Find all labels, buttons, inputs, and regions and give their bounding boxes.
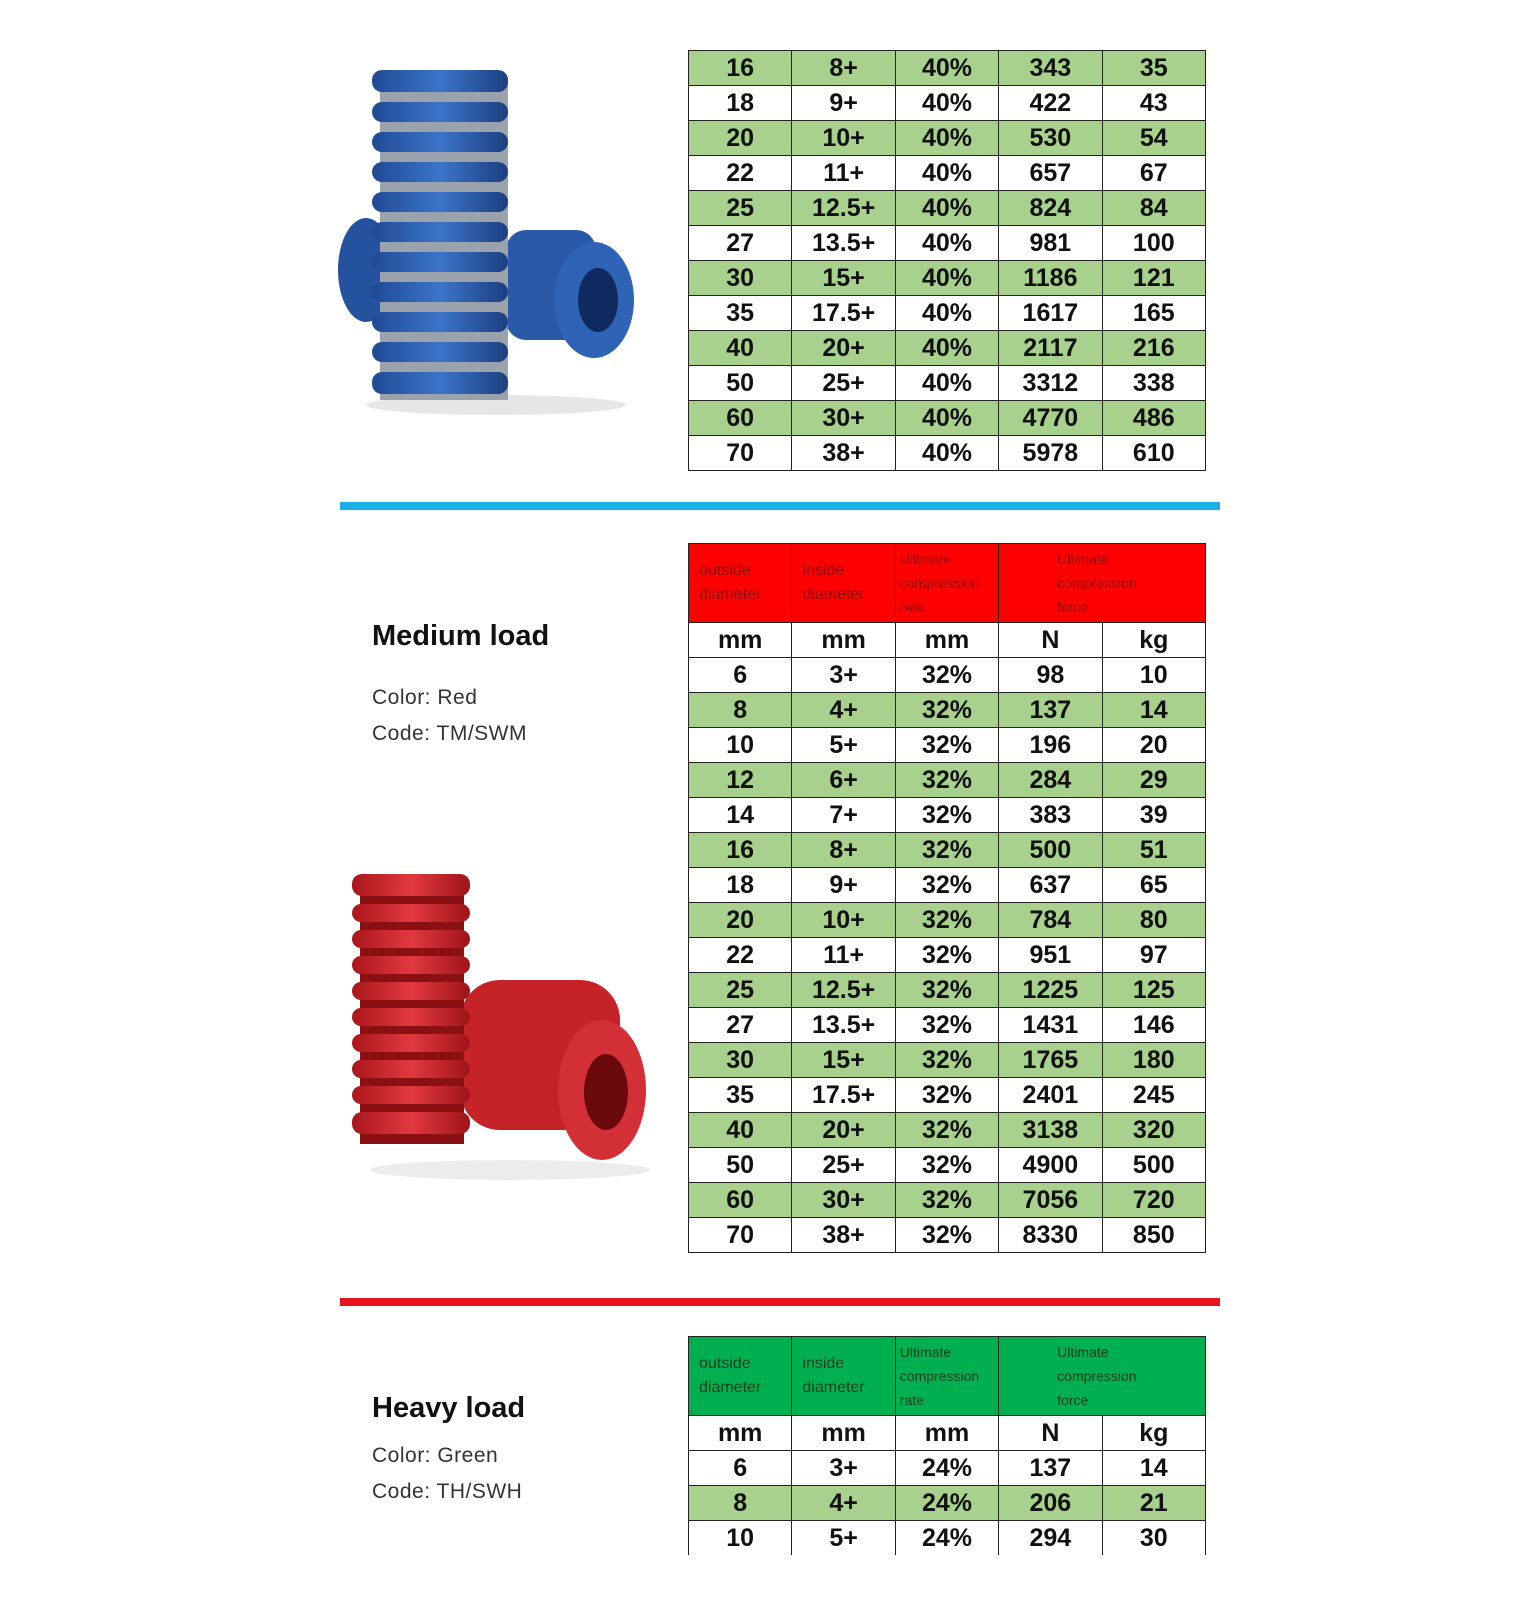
table-cell: 20+ (792, 1113, 895, 1148)
header-outside-diameter (689, 544, 792, 623)
table-cell: 500 (1102, 1148, 1205, 1183)
table-row (689, 903, 1206, 938)
header-text: force (1057, 599, 1089, 615)
header-compression-force (999, 1337, 1206, 1416)
table-cell: 40% (895, 86, 998, 121)
table-row (689, 1078, 1206, 1113)
table-row (689, 1148, 1206, 1183)
unit-cell: mm (689, 623, 792, 658)
header-text: diameter (802, 586, 865, 603)
unit-cell: N (999, 623, 1102, 658)
heavy-code-label: Code: TH/SWH (372, 1480, 523, 1503)
table-cell: 206 (999, 1486, 1102, 1521)
table-cell: 8+ (792, 833, 895, 868)
table-cell: 40% (895, 366, 998, 401)
blue-spring-image (336, 60, 646, 420)
table-cell: 7056 (999, 1183, 1102, 1218)
table-cell: 15+ (792, 261, 895, 296)
table-cell: 146 (1102, 1008, 1205, 1043)
table-cell: 22 (689, 156, 792, 191)
medium-load-title: Medium load (372, 620, 550, 652)
table-cell: 20 (689, 903, 792, 938)
table-cell: 60 (689, 1183, 792, 1218)
table-cell: 25 (689, 191, 792, 226)
table-cell: 294 (999, 1521, 1102, 1556)
table-cell: 20 (1102, 728, 1205, 763)
table-cell: 80 (1102, 903, 1205, 938)
table-cell: 14 (1102, 1451, 1205, 1486)
table-cell: 4770 (999, 401, 1102, 436)
table-cell: 2117 (999, 331, 1102, 366)
table-row (689, 728, 1206, 763)
table-cell: 657 (999, 156, 1102, 191)
header-compression-rate (895, 544, 998, 623)
table-row (689, 366, 1206, 401)
table-cell: 4900 (999, 1148, 1102, 1183)
table-row (689, 226, 1206, 261)
table-cell: 5+ (792, 1521, 895, 1556)
table-cell: 32% (895, 658, 998, 693)
unit-cell: kg (1102, 1416, 1205, 1451)
unit-cell: kg (1102, 623, 1205, 658)
header-inside-diameter (792, 1337, 895, 1416)
header-text: diameter (699, 1379, 762, 1396)
table-cell: 30+ (792, 1183, 895, 1218)
table-cell: 12.5+ (792, 191, 895, 226)
table-row (689, 1218, 1206, 1253)
unit-cell: mm (689, 1416, 792, 1451)
table-row (689, 833, 1206, 868)
red-divider (340, 1298, 1220, 1306)
table-cell: 12 (689, 763, 792, 798)
table-cell: 637 (999, 868, 1102, 903)
table-cell: 32% (895, 1043, 998, 1078)
table-cell: 121 (1102, 261, 1205, 296)
table-cell: 32% (895, 903, 998, 938)
table-row (689, 86, 1206, 121)
table-cell: 18 (689, 868, 792, 903)
table-row (689, 658, 1206, 693)
table-cell: 60 (689, 401, 792, 436)
medium-color-label: Color: Red (372, 686, 478, 709)
table-cell: 720 (1102, 1183, 1205, 1218)
table-cell: 500 (999, 833, 1102, 868)
table-row (689, 401, 1206, 436)
table-cell: 196 (999, 728, 1102, 763)
table-cell: 3+ (792, 658, 895, 693)
header-compression-rate (895, 1337, 998, 1416)
table-cell: 383 (999, 798, 1102, 833)
table-cell: 35 (689, 296, 792, 331)
table-cell: 100 (1102, 226, 1205, 261)
table-cell: 824 (999, 191, 1102, 226)
table-cell: 951 (999, 938, 1102, 973)
table-cell: 32% (895, 973, 998, 1008)
header-text: inside (802, 562, 845, 579)
table-cell: 180 (1102, 1043, 1205, 1078)
table-cell: 1765 (999, 1043, 1102, 1078)
table-cell: 30 (689, 1043, 792, 1078)
table-row (689, 798, 1206, 833)
table-cell: 1617 (999, 296, 1102, 331)
table-cell: 40% (895, 226, 998, 261)
heavy-load-title: Heavy load (372, 1392, 526, 1424)
table-row (689, 973, 1206, 1008)
table-cell: 1225 (999, 973, 1102, 1008)
header-text: compression (899, 1368, 980, 1384)
table-cell: 35 (1102, 51, 1205, 86)
table-row (689, 763, 1206, 798)
table-cell: 40% (895, 296, 998, 331)
table-cell: 784 (999, 903, 1102, 938)
heavy-table-viewport (680, 1336, 1220, 1555)
table-cell: 16 (689, 833, 792, 868)
table-cell: 8330 (999, 1218, 1102, 1253)
table-row (689, 436, 1206, 471)
table-cell: 29 (1102, 763, 1205, 798)
table-row (689, 1113, 1206, 1148)
table-cell: 32% (895, 693, 998, 728)
table-cell: 137 (999, 1451, 1102, 1486)
table-row (689, 1451, 1206, 1486)
red-spring-image (340, 870, 660, 1190)
table-cell: 38+ (792, 436, 895, 471)
light-load-spec-table (688, 50, 1206, 471)
table-cell: 530 (999, 121, 1102, 156)
table-cell: 16 (689, 51, 792, 86)
table-cell: 422 (999, 86, 1102, 121)
header-compression-force (999, 544, 1206, 623)
table-cell: 10 (689, 1521, 792, 1556)
table-cell: 165 (1102, 296, 1205, 331)
table-cell: 30 (689, 261, 792, 296)
header-text: Ultimate (899, 551, 952, 567)
table-cell: 21 (1102, 1486, 1205, 1521)
table-cell: 24% (895, 1521, 998, 1556)
table-cell: 40% (895, 401, 998, 436)
header-text: rate (899, 599, 924, 615)
medium-load-spec-table (688, 543, 1206, 1253)
header-text: compression (1057, 1368, 1137, 1384)
table-cell: 35 (689, 1078, 792, 1113)
table-cell: 125 (1102, 973, 1205, 1008)
table-cell: 32% (895, 868, 998, 903)
table-cell: 137 (999, 693, 1102, 728)
table-cell: 216 (1102, 331, 1205, 366)
table-cell: 1186 (999, 261, 1102, 296)
unit-cell: N (999, 1416, 1102, 1451)
table-cell: 17.5+ (792, 296, 895, 331)
table-cell: 32% (895, 833, 998, 868)
header-outside-diameter (689, 1337, 792, 1416)
table-cell: 981 (999, 226, 1102, 261)
table-cell: 25+ (792, 366, 895, 401)
table-cell: 24% (895, 1486, 998, 1521)
table-cell: 9+ (792, 868, 895, 903)
unit-cell: mm (895, 623, 998, 658)
table-cell: 39 (1102, 798, 1205, 833)
table-cell: 12.5+ (792, 973, 895, 1008)
table-cell: 338 (1102, 366, 1205, 401)
table-cell: 850 (1102, 1218, 1205, 1253)
table-cell: 17.5+ (792, 1078, 895, 1113)
table-row (689, 693, 1206, 728)
header-text: diameter (802, 1379, 865, 1396)
header-text: force (1057, 1392, 1089, 1408)
table-cell: 32% (895, 1218, 998, 1253)
table-cell: 98 (999, 658, 1102, 693)
table-cell: 50 (689, 1148, 792, 1183)
table-cell: 11+ (792, 938, 895, 973)
table-cell: 24% (895, 1451, 998, 1486)
table-cell: 8 (689, 1486, 792, 1521)
header-text: outside (699, 562, 751, 579)
table-cell: 70 (689, 436, 792, 471)
header-text: rate (899, 1392, 924, 1408)
table-cell: 50 (689, 366, 792, 401)
table-cell: 25+ (792, 1148, 895, 1183)
table-cell: 70 (689, 1218, 792, 1253)
table-cell: 40% (895, 51, 998, 86)
table-cell: 343 (999, 51, 1102, 86)
header-text: Ultimate (899, 1344, 952, 1360)
table-row (689, 1183, 1206, 1218)
table-cell: 1431 (999, 1008, 1102, 1043)
table-row (689, 1008, 1206, 1043)
heavy-load-spec-table (688, 1336, 1206, 1555)
table-cell: 51 (1102, 833, 1205, 868)
table-cell: 5+ (792, 728, 895, 763)
table-cell: 32% (895, 938, 998, 973)
table-cell: 32% (895, 763, 998, 798)
table-cell: 18 (689, 86, 792, 121)
table-cell: 40% (895, 436, 998, 471)
table-cell: 20 (689, 121, 792, 156)
unit-cell: mm (792, 1416, 895, 1451)
table-cell: 30+ (792, 401, 895, 436)
table-row (689, 191, 1206, 226)
table-cell: 27 (689, 1008, 792, 1043)
table-row (689, 868, 1206, 903)
header-text: Ultimate (1057, 551, 1109, 567)
table-cell: 8 (689, 693, 792, 728)
table-cell: 32% (895, 1008, 998, 1043)
table-cell: 6+ (792, 763, 895, 798)
table-cell: 6 (689, 658, 792, 693)
table-cell: 610 (1102, 436, 1205, 471)
table-cell: 97 (1102, 938, 1205, 973)
table-row (689, 261, 1206, 296)
header-text: diameter (699, 586, 762, 603)
table-row (689, 51, 1206, 86)
header-text: outside (699, 1355, 751, 1372)
table-cell: 22 (689, 938, 792, 973)
table-cell: 320 (1102, 1113, 1205, 1148)
table-row (689, 938, 1206, 973)
table-cell: 284 (999, 763, 1102, 798)
table-cell: 3138 (999, 1113, 1102, 1148)
table-cell: 32% (895, 1148, 998, 1183)
table-cell: 4+ (792, 693, 895, 728)
unit-cell: mm (792, 623, 895, 658)
header-text: compression (1057, 575, 1137, 591)
table-row (689, 1486, 1206, 1521)
medium-code-label: Code: TM/SWM (372, 722, 527, 745)
table-cell: 20+ (792, 331, 895, 366)
table-cell: 3+ (792, 1451, 895, 1486)
table-cell: 6 (689, 1451, 792, 1486)
header-text: inside (802, 1355, 845, 1372)
table-cell: 486 (1102, 401, 1205, 436)
table-cell: 40 (689, 1113, 792, 1148)
unit-cell: mm (895, 1416, 998, 1451)
table-cell: 40 (689, 331, 792, 366)
table-row (689, 121, 1206, 156)
table-cell: 11+ (792, 156, 895, 191)
table-cell: 10+ (792, 121, 895, 156)
table-cell: 32% (895, 1113, 998, 1148)
table-cell: 15+ (792, 1043, 895, 1078)
units-row (689, 1416, 1206, 1451)
table-row (689, 156, 1206, 191)
table-cell: 32% (895, 798, 998, 833)
header-text: compression (899, 575, 980, 591)
table-cell: 10 (1102, 658, 1205, 693)
table-cell: 32% (895, 1183, 998, 1218)
table-cell: 10 (689, 728, 792, 763)
table-cell: 84 (1102, 191, 1205, 226)
table-cell: 8+ (792, 51, 895, 86)
table-cell: 40% (895, 261, 998, 296)
table-row (689, 1521, 1206, 1556)
table-cell: 40% (895, 121, 998, 156)
table-cell: 4+ (792, 1486, 895, 1521)
table-cell: 40% (895, 191, 998, 226)
table-cell: 3312 (999, 366, 1102, 401)
table-cell: 30 (1102, 1521, 1205, 1556)
table-cell: 14 (689, 798, 792, 833)
table-cell: 13.5+ (792, 1008, 895, 1043)
table-cell: 10+ (792, 903, 895, 938)
table-cell: 40% (895, 331, 998, 366)
table-cell: 43 (1102, 86, 1205, 121)
table-cell: 14 (1102, 693, 1205, 728)
table-row (689, 331, 1206, 366)
blue-divider (340, 502, 1220, 510)
table-cell: 40% (895, 156, 998, 191)
table-cell: 13.5+ (792, 226, 895, 261)
table-cell: 25 (689, 973, 792, 1008)
table-cell: 245 (1102, 1078, 1205, 1113)
units-row (689, 623, 1206, 658)
table-cell: 5978 (999, 436, 1102, 471)
table-cell: 32% (895, 1078, 998, 1113)
table-cell: 7+ (792, 798, 895, 833)
table-cell: 65 (1102, 868, 1205, 903)
header-text: Ultimate (1057, 1344, 1109, 1360)
table-cell: 32% (895, 728, 998, 763)
heavy-color-label: Color: Green (372, 1444, 499, 1467)
table-cell: 2401 (999, 1078, 1102, 1113)
table-cell: 54 (1102, 121, 1205, 156)
table-row (689, 296, 1206, 331)
table-cell: 67 (1102, 156, 1205, 191)
table-cell: 38+ (792, 1218, 895, 1253)
table-cell: 9+ (792, 86, 895, 121)
table-row (689, 1043, 1206, 1078)
header-inside-diameter (792, 544, 895, 623)
table-cell: 27 (689, 226, 792, 261)
